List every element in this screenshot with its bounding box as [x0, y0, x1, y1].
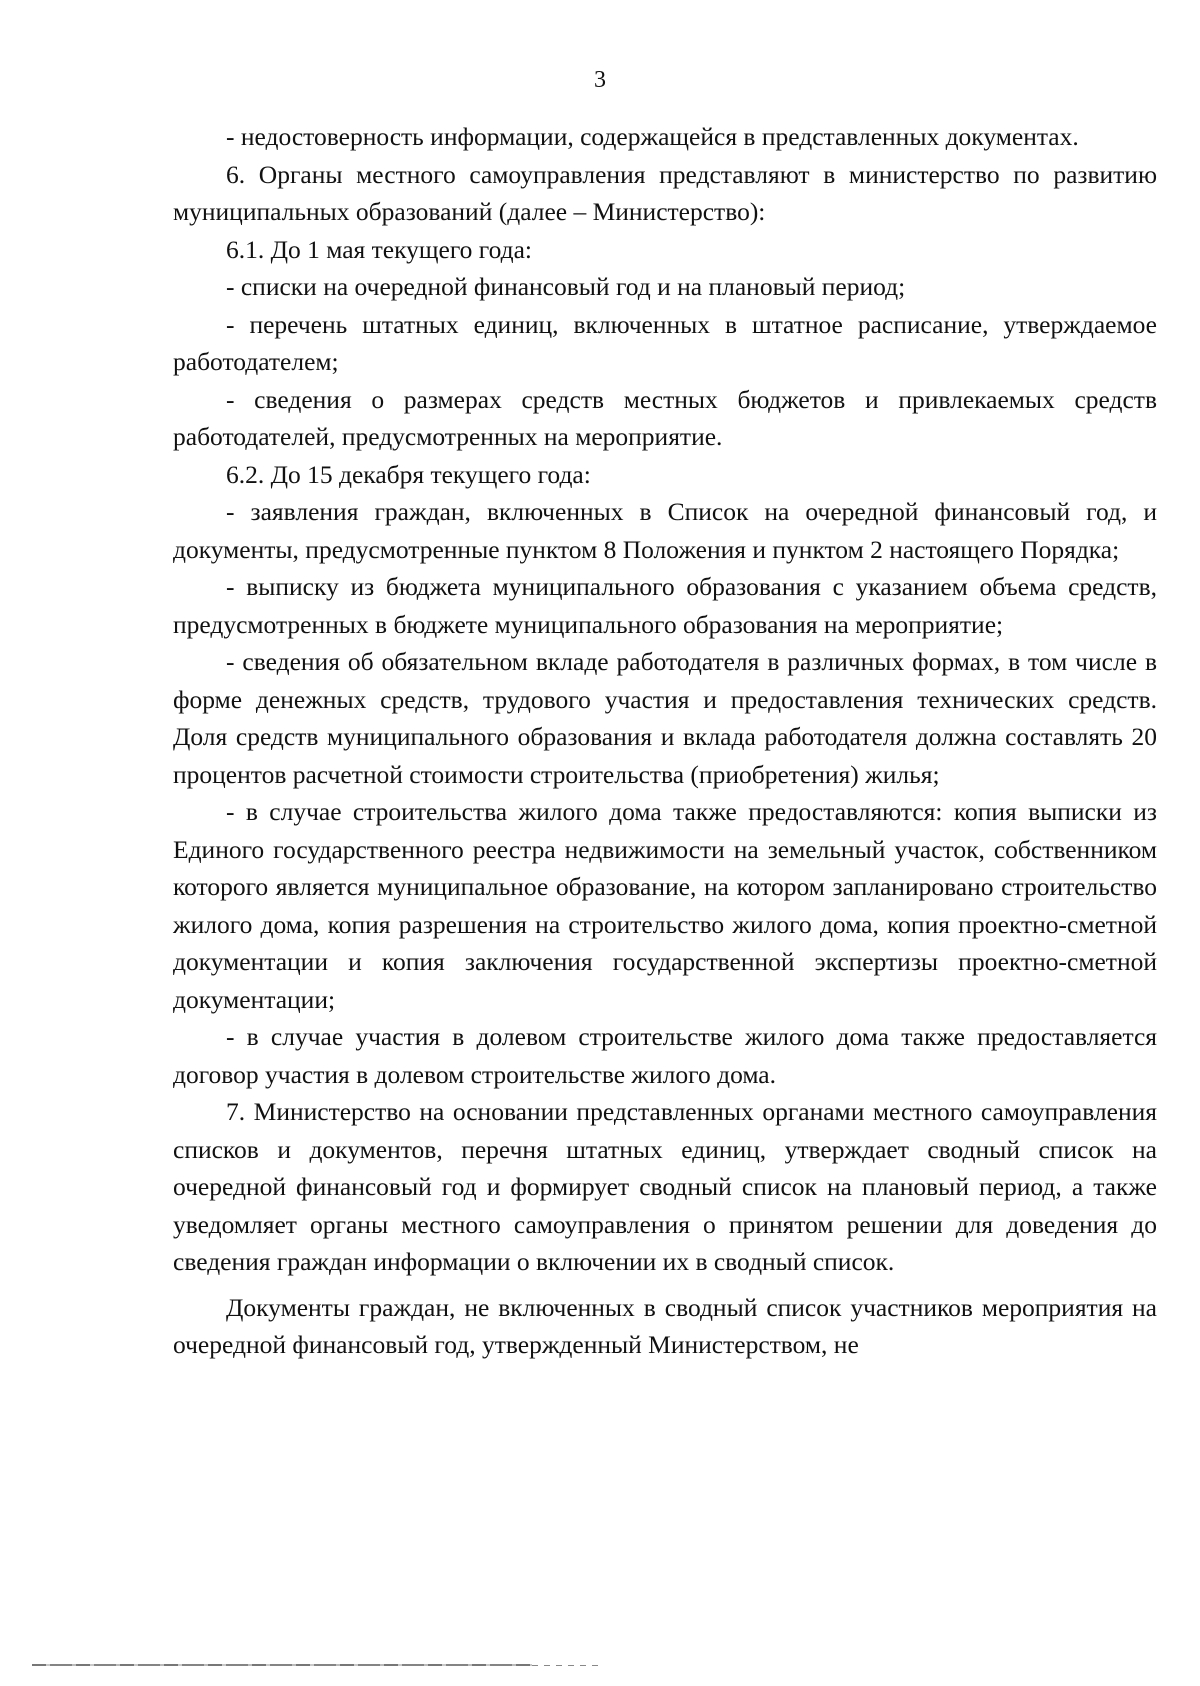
paragraph: 6.2. До 15 декабря текущего года: — [226, 459, 591, 489]
paragraph: - в случае участия в долевом строительстве жилого дома также предоставляется договор участия в долевом строительстве жилого дома. — [173, 1022, 1157, 1089]
paragraph: 6.1. До 1 мая текущего года: — [226, 234, 533, 264]
paragraph: 7. Министерство на основании представленных органами местного самоуправления списков и документов, перечня штатных единиц, утверждает сводный список на очередной финансовый год и формирует сводный список на плановый период, а также уведомляет органы местного самоуправления о принятом решении для доведения до сведения граждан информации о включении их в сводный список. — [173, 1097, 1157, 1276]
document-body — [173, 118, 1157, 1364]
paragraph: - заявления граждан, включенных в Список на очередной финансовый год, и документы, предусмотренные пунктом 8 Положения и пунктом 2 настоящего Порядка; — [173, 497, 1157, 564]
paragraph: - сведения об обязательном вкладе работодателя в различных формах, в том числе в форме денежных средств, трудового участия и предоставления технических средств. Доля средств муниципального образования и вклада работодателя должна составлять 20 процентов расчетной стоимости строительства (приобретения) жилья; — [173, 647, 1157, 789]
paragraph: 6. Органы местного самоуправления представляют в министерство по развитию муниципальных образований (далее – Министерство): — [173, 159, 1157, 226]
paragraph: - перечень штатных единиц, включенных в штатное расписание, утверждаемое работодателем; — [173, 309, 1157, 376]
paragraph: - недостоверность информации, содержащейся в представленных документах. — [226, 122, 1079, 151]
scan-artifact-line — [32, 1664, 532, 1666]
paragraph: - списки на очередной финансовый год и на плановый период; — [226, 272, 906, 301]
paragraph: - выписку из бюджета муниципального образования с указанием объема средств, предусмотренных в бюджете муниципального образования на мероприятие; — [173, 572, 1157, 639]
paragraph: Документы граждан, не включенных в сводный список участников мероприятия на очередной финансовый год, утвержденный Министерством, не — [173, 1292, 1157, 1359]
paragraph: - в случае строительства жилого дома также предоставляются: копия выписки из Единого государственного реестра недвижимости на земельный участок, собственником которого является муниципальное образование, на котором запланировано строительство жилого дома, копия разрешения на строительство жилого дома, копия проектно-сметной документации и копия заключения государственной экспертизы проектно-сметной документации; — [173, 797, 1157, 1014]
scan-artifact-line — [532, 1665, 602, 1666]
paragraph: - сведения о размерах средств местных бюджетов и привлекаемых средств работодателей, предусмотренных на мероприятие. — [173, 384, 1157, 451]
page-number: 3 — [594, 67, 606, 93]
